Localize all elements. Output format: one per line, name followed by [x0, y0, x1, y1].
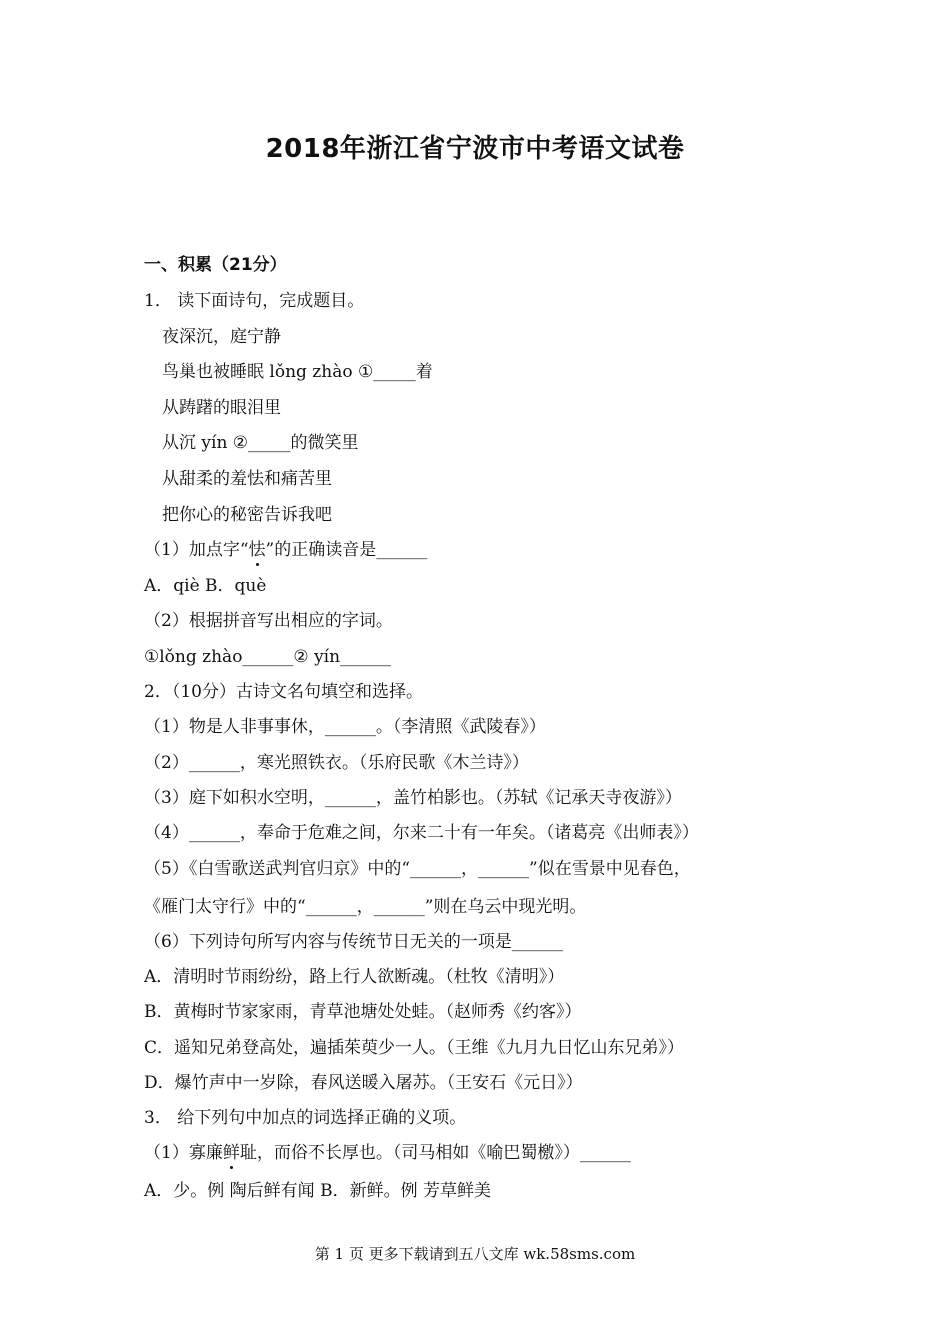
dotted-character: 怯 [248, 540, 266, 560]
poem-line: 把你心的秘密告诉我吧 [162, 505, 332, 525]
poem-line: 从沉 yín ②_____的微笑里 [162, 433, 359, 453]
question-1-sub-1 [144, 539, 427, 561]
question-2-option: D．爆竹声中一岁除，春风送暖入屠苏。（王安石《元日》） [144, 1073, 583, 1093]
poem-line: 鸟巢也被睡眠 lǒng zhào ①_____着 [162, 362, 433, 382]
poem-line: 从踌躇的眼泪里 [162, 398, 281, 418]
sub-1-text-after: ”的正确读音是______ [265, 540, 428, 560]
question-2-stem: 2．（10分）古诗文名句填空和选择。 [144, 682, 423, 702]
question-3-sub-1 [144, 1142, 631, 1164]
sub-1-text-before: （1）加点字“ [144, 540, 249, 560]
sub-1-text-after: 耻，而俗不长厚也。（司马相如《喻巴蜀檄》）______ [239, 1143, 631, 1163]
page-footer: 第 1 页 更多下载请到五八文库 wk.58sms.com [314, 1245, 636, 1263]
section-heading: 一、积累（21分） [144, 255, 287, 275]
question-1-options: A．qiè B．què [144, 576, 267, 596]
question-1-stem: 1． 读下面诗句，完成题目。 [144, 291, 365, 311]
page-title: 2018年浙江省宁波市中考语文试卷 [265, 134, 685, 164]
poem-line: 从甜柔的羞怯和痛苦里 [162, 469, 332, 489]
question-3-options: A．少。例 陶后鲜有闻 B．新鲜。例 芳草鲜美 [144, 1181, 491, 1201]
sub-1-text-before: （1）寡廉 [144, 1143, 223, 1163]
question-2-line: （2）______，寒光照铁衣。（乐府民歌《木兰诗》） [144, 753, 529, 773]
question-2-option: A．清明时节雨纷纷，路上行人欲断魂。（杜牧《清明》） [144, 967, 565, 987]
dotted-character: 鲜 [222, 1143, 240, 1163]
question-2-line: 《雁门太守行》中的“______，______”则在乌云中现光明。 [144, 897, 587, 917]
question-2-line: （4）______，奉命于危难之间，尔来二十有一年矣。（诸葛亮《出师表》） [144, 823, 699, 843]
question-3-stem: 3． 给下列句中加点的词选择正确的义项。 [144, 1108, 467, 1128]
poem-line: 夜深沉，庭宁静 [162, 327, 281, 347]
question-2-option: C．遥知兄弟登高处，遍插茱萸少一人。（王维《九月九日忆山东兄弟》） [144, 1038, 685, 1058]
question-2-line: （1）物是人非事事休，______。（李清照《武陵春》） [144, 717, 546, 737]
question-2-option: B．黄梅时节家家雨，青草池塘处处蛙。（赵师秀《约客》） [144, 1002, 582, 1022]
question-1-answer-line: ①lǒng zhào______② yín______ [144, 647, 392, 667]
question-2-line: （6）下列诗句所写内容与传统节日无关的一项是______ [144, 932, 563, 952]
question-1-sub-2: （2）根据拼音写出相应的字词。 [144, 611, 393, 631]
question-2-line: （5）《白雪歌送武判官归京》中的“______，______”似在雪景中见春色， [144, 859, 691, 879]
question-2-line: （3）庭下如积水空明，______，盖竹柏影也。（苏轼《记承天寺夜游》） [144, 788, 682, 808]
